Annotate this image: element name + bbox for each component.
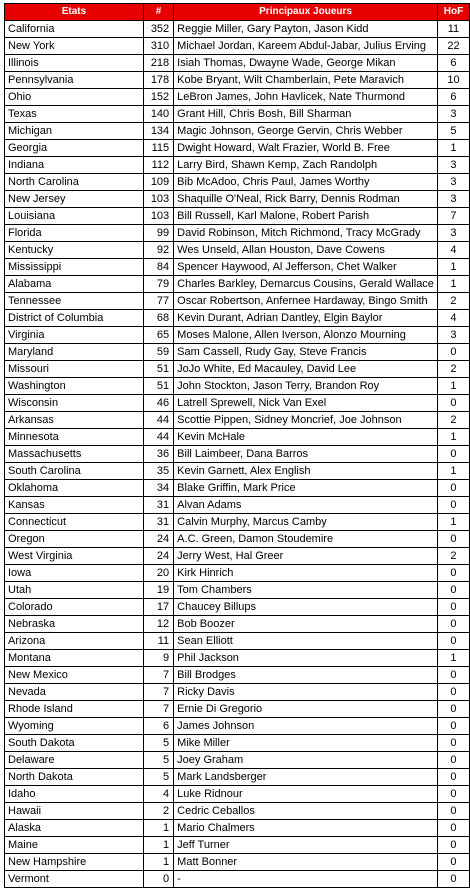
players-cell[interactable]: Phil Jackson <box>174 650 438 667</box>
state-cell[interactable]: Montana <box>5 650 144 667</box>
hof-cell[interactable]: 5 <box>437 123 469 140</box>
count-cell[interactable]: 20 <box>143 565 173 582</box>
table-row <box>5 327 470 344</box>
count-cell[interactable]: 44 <box>143 429 173 446</box>
hof-cell[interactable]: 4 <box>437 242 469 259</box>
state-cell[interactable]: Alaska <box>5 820 144 837</box>
count-cell[interactable]: 24 <box>143 548 173 565</box>
table-row <box>5 72 470 89</box>
players-cell[interactable]: Kobe Bryant, Wilt Chamberlain, Pete Maravich <box>174 72 438 89</box>
state-cell[interactable]: Iowa <box>5 565 144 582</box>
players-cell[interactable]: Tom Chambers <box>174 582 438 599</box>
table-row <box>5 786 470 803</box>
count-cell[interactable]: 12 <box>143 616 173 633</box>
count-cell[interactable]: 35 <box>143 463 173 480</box>
count-cell[interactable]: 99 <box>143 225 173 242</box>
state-cell[interactable]: North Dakota <box>5 769 144 786</box>
players-cell[interactable]: Matt Bonner <box>174 854 438 871</box>
players-cell[interactable]: Ricky Davis <box>174 684 438 701</box>
hof-cell[interactable]: 0 <box>437 752 469 769</box>
count-cell[interactable]: 5 <box>143 752 173 769</box>
table-row <box>5 225 470 242</box>
hof-cell[interactable]: 0 <box>437 820 469 837</box>
state-cell[interactable]: Delaware <box>5 752 144 769</box>
hof-cell[interactable]: 2 <box>437 361 469 378</box>
state-cell[interactable]: Vermont <box>5 871 144 888</box>
state-cell[interactable]: Arizona <box>5 633 144 650</box>
hof-cell[interactable]: 0 <box>437 871 469 888</box>
table-row <box>5 769 470 786</box>
table-row <box>5 55 470 72</box>
state-cell[interactable]: Missouri <box>5 361 144 378</box>
count-cell[interactable]: 103 <box>143 208 173 225</box>
hof-cell[interactable]: 0 <box>437 395 469 412</box>
table-row <box>5 820 470 837</box>
players-cell[interactable]: Bob Boozer <box>174 616 438 633</box>
state-cell[interactable]: New Mexico <box>5 667 144 684</box>
players-cell[interactable]: Calvin Murphy, Marcus Camby <box>174 514 438 531</box>
count-cell[interactable]: 1 <box>143 837 173 854</box>
count-cell[interactable]: 19 <box>143 582 173 599</box>
table-row <box>5 140 470 157</box>
hof-cell[interactable]: 10 <box>437 72 469 89</box>
players-cell[interactable]: Moses Malone, Allen Iverson, Alonzo Mourning <box>174 327 438 344</box>
table-row <box>5 684 470 701</box>
state-cell[interactable]: California <box>5 21 144 38</box>
state-cell[interactable]: Texas <box>5 106 144 123</box>
hof-cell[interactable]: 6 <box>437 55 469 72</box>
header-row <box>5 4 470 21</box>
hof-cell[interactable]: 4 <box>437 310 469 327</box>
hof-cell[interactable]: 3 <box>437 157 469 174</box>
state-cell[interactable]: Idaho <box>5 786 144 803</box>
count-cell[interactable]: 51 <box>143 378 173 395</box>
players-cell[interactable]: Cedric Ceballos <box>174 803 438 820</box>
players-cell[interactable]: A.C. Green, Damon Stoudemire <box>174 531 438 548</box>
players-cell[interactable]: Mario Chalmers <box>174 820 438 837</box>
table-row <box>5 106 470 123</box>
count-cell[interactable]: 46 <box>143 395 173 412</box>
state-cell[interactable]: South Carolina <box>5 463 144 480</box>
count-cell[interactable]: 9 <box>143 650 173 667</box>
table-row <box>5 412 470 429</box>
players-cell[interactable]: Bib McAdoo, Chris Paul, James Worthy <box>174 174 438 191</box>
state-cell[interactable]: Wyoming <box>5 718 144 735</box>
hof-cell[interactable]: 3 <box>437 174 469 191</box>
hof-cell[interactable]: 11 <box>437 21 469 38</box>
hof-cell[interactable]: 0 <box>437 497 469 514</box>
hof-cell[interactable]: 3 <box>437 106 469 123</box>
count-cell[interactable]: 0 <box>143 871 173 888</box>
hof-cell[interactable]: 1 <box>437 514 469 531</box>
state-cell[interactable]: Ohio <box>5 89 144 106</box>
count-cell[interactable]: 24 <box>143 531 173 548</box>
state-cell[interactable]: Pennsylvania <box>5 72 144 89</box>
table-row <box>5 531 470 548</box>
hof-cell[interactable]: 6 <box>437 89 469 106</box>
hof-cell[interactable]: 0 <box>437 599 469 616</box>
header-count[interactable]: # <box>143 4 173 21</box>
players-cell[interactable]: Sean Elliott <box>174 633 438 650</box>
players-cell[interactable]: Mike Miller <box>174 735 438 752</box>
players-cell[interactable]: Grant Hill, Chris Bosh, Bill Sharman <box>174 106 438 123</box>
table-row <box>5 191 470 208</box>
table-row <box>5 293 470 310</box>
hof-cell[interactable]: 1 <box>437 276 469 293</box>
count-cell[interactable]: 4 <box>143 786 173 803</box>
hof-cell[interactable]: 0 <box>437 837 469 854</box>
count-cell[interactable]: 1 <box>143 820 173 837</box>
table-row <box>5 565 470 582</box>
state-cell[interactable]: Alabama <box>5 276 144 293</box>
hof-cell[interactable]: 7 <box>437 208 469 225</box>
table-row <box>5 21 470 38</box>
state-cell[interactable]: Maine <box>5 837 144 854</box>
state-cell[interactable]: Arkansas <box>5 412 144 429</box>
state-cell[interactable]: Wisconsin <box>5 395 144 412</box>
hof-cell[interactable]: 2 <box>437 548 469 565</box>
table-row <box>5 735 470 752</box>
hof-cell[interactable]: 2 <box>437 412 469 429</box>
state-cell[interactable]: Kentucky <box>5 242 144 259</box>
count-cell[interactable]: 17 <box>143 599 173 616</box>
players-cell[interactable]: Kevin McHale <box>174 429 438 446</box>
table-row <box>5 701 470 718</box>
players-cell[interactable]: Bill Laimbeer, Dana Barros <box>174 446 438 463</box>
hof-cell[interactable]: 1 <box>437 140 469 157</box>
state-cell[interactable]: Oregon <box>5 531 144 548</box>
players-cell[interactable]: Joey Graham <box>174 752 438 769</box>
table-row <box>5 854 470 871</box>
table-row <box>5 276 470 293</box>
hof-cell[interactable]: 0 <box>437 480 469 497</box>
table-row <box>5 667 470 684</box>
hof-cell[interactable]: 22 <box>437 38 469 55</box>
players-cell[interactable]: LeBron James, John Havlicek, Nate Thurmond <box>174 89 438 106</box>
players-cell[interactable]: Wes Unseld, Allan Houston, Dave Cowens <box>174 242 438 259</box>
count-cell[interactable]: 109 <box>143 174 173 191</box>
hof-cell[interactable]: 3 <box>437 191 469 208</box>
count-cell[interactable]: 352 <box>143 21 173 38</box>
players-cell[interactable]: Charles Barkley, Demarcus Cousins, Gerald Wallace <box>174 276 438 293</box>
table-row <box>5 378 470 395</box>
state-cell[interactable]: Mississippi <box>5 259 144 276</box>
state-cell[interactable]: New Jersey <box>5 191 144 208</box>
state-cell[interactable]: New York <box>5 38 144 55</box>
header-players[interactable]: Principaux Joueurs <box>174 4 438 21</box>
count-cell[interactable]: 68 <box>143 310 173 327</box>
state-cell[interactable]: Connecticut <box>5 514 144 531</box>
players-by-state-table <box>4 3 470 888</box>
players-cell[interactable]: Larry Bird, Shawn Kemp, Zach Randolph <box>174 157 438 174</box>
hof-cell[interactable]: 3 <box>437 225 469 242</box>
count-cell[interactable]: 178 <box>143 72 173 89</box>
table-row <box>5 514 470 531</box>
players-cell[interactable]: Luke Ridnour <box>174 786 438 803</box>
hof-cell[interactable]: 1 <box>437 463 469 480</box>
players-cell[interactable]: Ernie Di Gregorio <box>174 701 438 718</box>
players-cell[interactable]: Chaucey Billups <box>174 599 438 616</box>
players-cell[interactable]: Jeff Turner <box>174 837 438 854</box>
table-row <box>5 616 470 633</box>
count-cell[interactable]: 79 <box>143 276 173 293</box>
count-cell[interactable]: 31 <box>143 497 173 514</box>
count-cell[interactable]: 84 <box>143 259 173 276</box>
players-cell[interactable]: Isiah Thomas, Dwayne Wade, George Mikan <box>174 55 438 72</box>
state-cell[interactable]: Nebraska <box>5 616 144 633</box>
hof-cell[interactable]: 0 <box>437 684 469 701</box>
state-cell[interactable]: Illinois <box>5 55 144 72</box>
state-cell[interactable]: Washington <box>5 378 144 395</box>
table-row <box>5 650 470 667</box>
hof-cell[interactable]: 0 <box>437 531 469 548</box>
table-row <box>5 548 470 565</box>
count-cell[interactable]: 59 <box>143 344 173 361</box>
state-cell[interactable]: Michigan <box>5 123 144 140</box>
count-cell[interactable]: 115 <box>143 140 173 157</box>
hof-cell[interactable]: 1 <box>437 259 469 276</box>
state-cell[interactable]: Florida <box>5 225 144 242</box>
state-cell[interactable]: South Dakota <box>5 735 144 752</box>
state-cell[interactable]: Colorado <box>5 599 144 616</box>
players-cell[interactable]: Kevin Durant, Adrian Dantley, Elgin Baylor <box>174 310 438 327</box>
count-cell[interactable]: 51 <box>143 361 173 378</box>
state-cell[interactable]: Georgia <box>5 140 144 157</box>
players-cell[interactable]: Kevin Garnett, Alex English <box>174 463 438 480</box>
players-cell[interactable]: Sam Cassell, Rudy Gay, Steve Francis <box>174 344 438 361</box>
players-cell[interactable]: Kirk Hinrich <box>174 565 438 582</box>
count-cell[interactable]: 36 <box>143 446 173 463</box>
table-row <box>5 157 470 174</box>
hof-cell[interactable]: 0 <box>437 582 469 599</box>
state-cell[interactable]: Louisiana <box>5 208 144 225</box>
players-cell[interactable]: David Robinson, Mitch Richmond, Tracy McGrady <box>174 225 438 242</box>
players-cell[interactable]: Alvan Adams <box>174 497 438 514</box>
state-cell[interactable]: Tennessee <box>5 293 144 310</box>
hof-cell[interactable]: 0 <box>437 854 469 871</box>
table-row <box>5 174 470 191</box>
state-cell[interactable]: Indiana <box>5 157 144 174</box>
hof-cell[interactable]: 2 <box>437 293 469 310</box>
state-cell[interactable]: New Hampshire <box>5 854 144 871</box>
hof-cell[interactable]: 1 <box>437 429 469 446</box>
hof-cell[interactable]: 0 <box>437 718 469 735</box>
hof-cell[interactable]: 0 <box>437 769 469 786</box>
count-cell[interactable]: 112 <box>143 157 173 174</box>
count-cell[interactable]: 34 <box>143 480 173 497</box>
table-row <box>5 344 470 361</box>
hof-cell[interactable]: 0 <box>437 565 469 582</box>
state-cell[interactable]: North Carolina <box>5 174 144 191</box>
count-cell[interactable]: 92 <box>143 242 173 259</box>
table-row <box>5 497 470 514</box>
count-cell[interactable]: 2 <box>143 803 173 820</box>
hof-cell[interactable]: 0 <box>437 786 469 803</box>
state-cell[interactable]: Minnesota <box>5 429 144 446</box>
players-cell[interactable]: Blake Griffin, Mark Price <box>174 480 438 497</box>
count-cell[interactable]: 77 <box>143 293 173 310</box>
state-cell[interactable]: Nevada <box>5 684 144 701</box>
count-cell[interactable]: 7 <box>143 701 173 718</box>
count-cell[interactable]: 7 <box>143 667 173 684</box>
table-row <box>5 803 470 820</box>
hof-cell[interactable]: 0 <box>437 701 469 718</box>
count-cell[interactable]: 31 <box>143 514 173 531</box>
count-cell[interactable]: 11 <box>143 633 173 650</box>
state-cell[interactable]: Hawaii <box>5 803 144 820</box>
count-cell[interactable]: 7 <box>143 684 173 701</box>
players-cell[interactable]: Reggie Miller, Gary Payton, Jason Kidd <box>174 21 438 38</box>
table-row <box>5 582 470 599</box>
table-row <box>5 242 470 259</box>
table-row <box>5 361 470 378</box>
players-cell[interactable]: - <box>174 871 438 888</box>
table-body <box>5 21 470 888</box>
count-cell[interactable]: 103 <box>143 191 173 208</box>
players-cell[interactable]: John Stockton, Jason Terry, Brandon Roy <box>174 378 438 395</box>
count-cell[interactable]: 65 <box>143 327 173 344</box>
header-state[interactable]: Etats <box>5 4 144 21</box>
state-cell[interactable]: Oklahoma <box>5 480 144 497</box>
count-cell[interactable]: 140 <box>143 106 173 123</box>
players-cell[interactable]: JoJo White, Ed Macauley, David Lee <box>174 361 438 378</box>
table-row <box>5 837 470 854</box>
players-cell[interactable]: Shaquille O'Neal, Rick Barry, Dennis Rodman <box>174 191 438 208</box>
hof-cell[interactable]: 0 <box>437 803 469 820</box>
players-cell[interactable]: Dwight Howard, Walt Frazier, World B. Free <box>174 140 438 157</box>
spreadsheet <box>4 3 470 888</box>
players-cell[interactable]: Latrell Sprewell, Nick Van Exel <box>174 395 438 412</box>
count-cell[interactable]: 218 <box>143 55 173 72</box>
hof-cell[interactable]: 0 <box>437 633 469 650</box>
table-row <box>5 123 470 140</box>
count-cell[interactable]: 1 <box>143 854 173 871</box>
count-cell[interactable]: 6 <box>143 718 173 735</box>
players-cell[interactable]: Bill Brodges <box>174 667 438 684</box>
count-cell[interactable]: 5 <box>143 769 173 786</box>
table-row <box>5 752 470 769</box>
state-cell[interactable]: West Virginia <box>5 548 144 565</box>
players-cell[interactable]: Michael Jordan, Kareem Abdul-Jabar, Julius Erving <box>174 38 438 55</box>
table-row <box>5 89 470 106</box>
count-cell[interactable]: 152 <box>143 89 173 106</box>
players-cell[interactable]: Magic Johnson, George Gervin, Chris Webber <box>174 123 438 140</box>
state-cell[interactable]: Kansas <box>5 497 144 514</box>
table-row <box>5 718 470 735</box>
count-cell[interactable]: 134 <box>143 123 173 140</box>
state-cell[interactable]: Virginia <box>5 327 144 344</box>
hof-cell[interactable]: 1 <box>437 378 469 395</box>
table-row <box>5 633 470 650</box>
table-row <box>5 480 470 497</box>
table-row <box>5 395 470 412</box>
state-cell[interactable]: Maryland <box>5 344 144 361</box>
hof-cell[interactable]: 0 <box>437 735 469 752</box>
table-row <box>5 599 470 616</box>
table-row <box>5 446 470 463</box>
state-cell[interactable]: Rhode Island <box>5 701 144 718</box>
hof-cell[interactable]: 0 <box>437 667 469 684</box>
hof-cell[interactable]: 0 <box>437 344 469 361</box>
table-row <box>5 208 470 225</box>
hof-cell[interactable]: 1 <box>437 650 469 667</box>
table-row <box>5 259 470 276</box>
table-row <box>5 429 470 446</box>
table-row <box>5 463 470 480</box>
table-row <box>5 310 470 327</box>
hof-cell[interactable]: 3 <box>437 327 469 344</box>
players-cell[interactable]: Oscar Robertson, Anfernee Hardaway, Bingo Smith <box>174 293 438 310</box>
players-cell[interactable]: Mark Landsberger <box>174 769 438 786</box>
players-cell[interactable]: Jerry West, Hal Greer <box>174 548 438 565</box>
state-cell[interactable]: Massachusetts <box>5 446 144 463</box>
table-row <box>5 38 470 55</box>
hof-cell[interactable]: 0 <box>437 446 469 463</box>
count-cell[interactable]: 310 <box>143 38 173 55</box>
players-cell[interactable]: James Johnson <box>174 718 438 735</box>
players-cell[interactable]: Bill Russell, Karl Malone, Robert Parish <box>174 208 438 225</box>
count-cell[interactable]: 5 <box>143 735 173 752</box>
header-hof[interactable]: HoF <box>437 4 469 21</box>
table-row <box>5 871 470 888</box>
hof-cell[interactable]: 0 <box>437 616 469 633</box>
players-cell[interactable]: Spencer Haywood, Al Jefferson, Chet Walker <box>174 259 438 276</box>
state-cell[interactable]: District of Columbia <box>5 310 144 327</box>
count-cell[interactable]: 44 <box>143 412 173 429</box>
state-cell[interactable]: Utah <box>5 582 144 599</box>
players-cell[interactable]: Scottie Pippen, Sidney Moncrief, Joe Johnson <box>174 412 438 429</box>
